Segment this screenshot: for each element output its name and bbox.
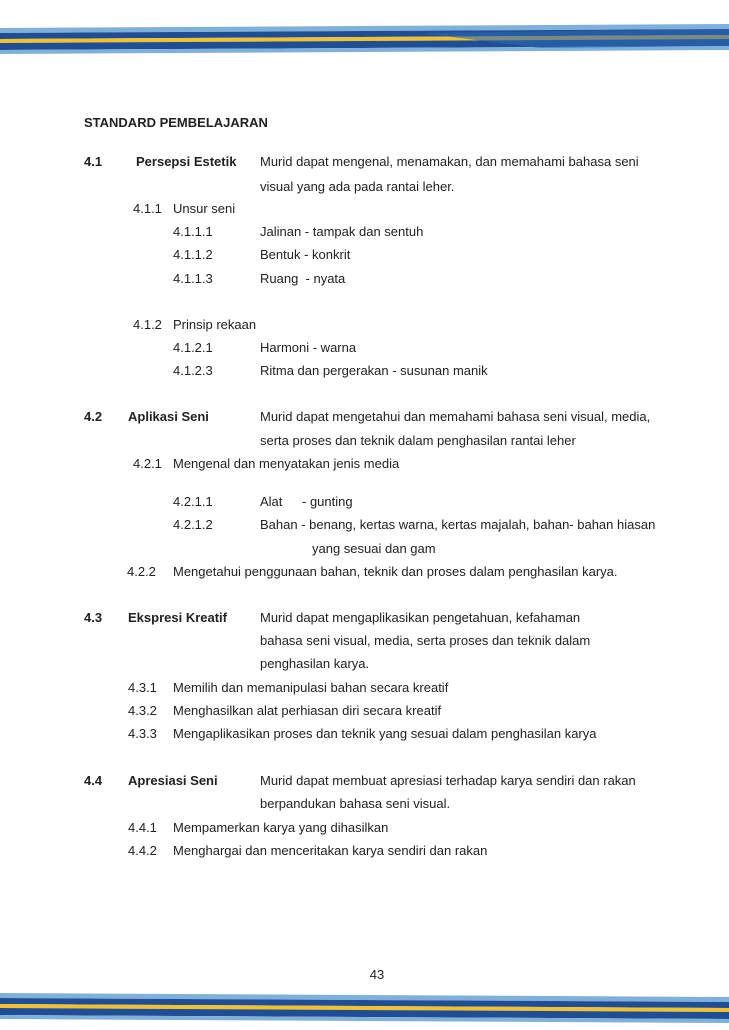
- section-description-line: serta proses dan teknik dalam penghasilan rantai leher: [260, 433, 576, 448]
- item-text: Harmoni - warna: [260, 340, 357, 355]
- item-number: 4.2.1.1: [173, 494, 213, 509]
- section-title: Aplikasi Seni: [128, 409, 209, 424]
- section-description-line: penghasilan karya.: [260, 656, 370, 671]
- item-text-continuation: yang sesuai dan gam: [312, 541, 436, 556]
- subsection-title: Mempamerkan karya yang dihasilkan: [173, 820, 389, 835]
- section-number: 4.4: [84, 773, 103, 788]
- page-number: 43: [369, 967, 385, 982]
- item-number: 4.1.2.1: [173, 340, 213, 355]
- section-title: Ekspresi Kreatif: [128, 610, 227, 625]
- page-heading: STANDARD PEMBELAJARAN: [84, 115, 268, 130]
- subsection-number: 4.2.1: [133, 456, 162, 471]
- section-description-line: Murid dapat mengaplikasikan pengetahuan, kefahaman: [260, 610, 581, 625]
- item-number: 4.1.1.1: [173, 224, 213, 239]
- subsection-title: Menghasilkan alat perhiasan diri secara kreatif: [173, 703, 442, 718]
- section-description-line: Murid dapat mengetahui dan memahami bahasa seni visual, media,: [260, 409, 651, 424]
- section-number: 4.3: [84, 610, 103, 625]
- item-text: Bahan - benang, kertas warna, kertas majalah, bahan- bahan hiasan: [260, 517, 656, 532]
- subsection-title: Unsur seni: [173, 201, 236, 216]
- subsection-title: Mengaplikasikan proses dan teknik yang sesuai dalam penghasilan karya: [173, 726, 597, 741]
- item-text: Ritma dan pergerakan - susunan manik: [260, 363, 488, 378]
- item-label: Alat: [260, 494, 283, 509]
- footer-decorative-band: [0, 990, 729, 1024]
- subsection-title: Prinsip rekaan: [173, 317, 257, 332]
- section-description-line: visual yang ada pada rantai leher.: [260, 179, 455, 194]
- section-number: 4.2: [84, 409, 103, 424]
- subsection-number: 4.1.1: [133, 201, 162, 216]
- item-number: 4.2.1.2: [173, 517, 213, 532]
- section-title: Apresiasi Seni: [128, 773, 218, 788]
- subsection-number: 4.1.2: [133, 317, 162, 332]
- subsection-number: 4.3.2: [128, 703, 157, 718]
- subsection-number: 4.3.1: [128, 680, 157, 695]
- item-number: 4.1.1.3: [173, 271, 213, 286]
- section-description-line: bahasa seni visual, media, serta proses dan teknik dalam: [260, 633, 591, 648]
- item-number: 4.1.2.3: [173, 363, 213, 378]
- subsection-title: Memilih dan memanipulasi bahan secara kreatif: [173, 680, 449, 695]
- section-description-line: berpandukan bahasa seni visual.: [260, 796, 451, 811]
- section-description-line: Murid dapat mengenal, menamakan, dan memahami bahasa seni: [260, 154, 639, 169]
- item-text: Bentuk - konkrit: [260, 247, 351, 262]
- item-text: Jalinan - tampak dan sentuh: [260, 224, 424, 239]
- section-description-line: Murid dapat membuat apresiasi terhadap karya sendiri dan rakan: [260, 773, 636, 788]
- header-decorative-band: [0, 22, 729, 58]
- item-text: Ruang - nyata: [260, 271, 346, 286]
- section-number: 4.1: [84, 154, 103, 169]
- subsection-title: Menghargai dan menceritakan karya sendiri dan rakan: [173, 843, 488, 858]
- subsection-title: Mengenal dan menyatakan jenis media: [173, 456, 400, 471]
- item-text: - gunting: [302, 494, 353, 509]
- item-number: 4.1.1.2: [173, 247, 213, 262]
- subsection-title: Mengetahui penggunaan bahan, teknik dan proses dalam penghasilan karya.: [173, 564, 618, 579]
- subsection-number: 4.4.1: [128, 820, 157, 835]
- subsection-number: 4.2.2: [127, 564, 156, 579]
- subsection-number: 4.3.3: [128, 726, 157, 741]
- subsection-number: 4.4.2: [128, 843, 157, 858]
- section-title: Persepsi Estetik: [136, 154, 237, 169]
